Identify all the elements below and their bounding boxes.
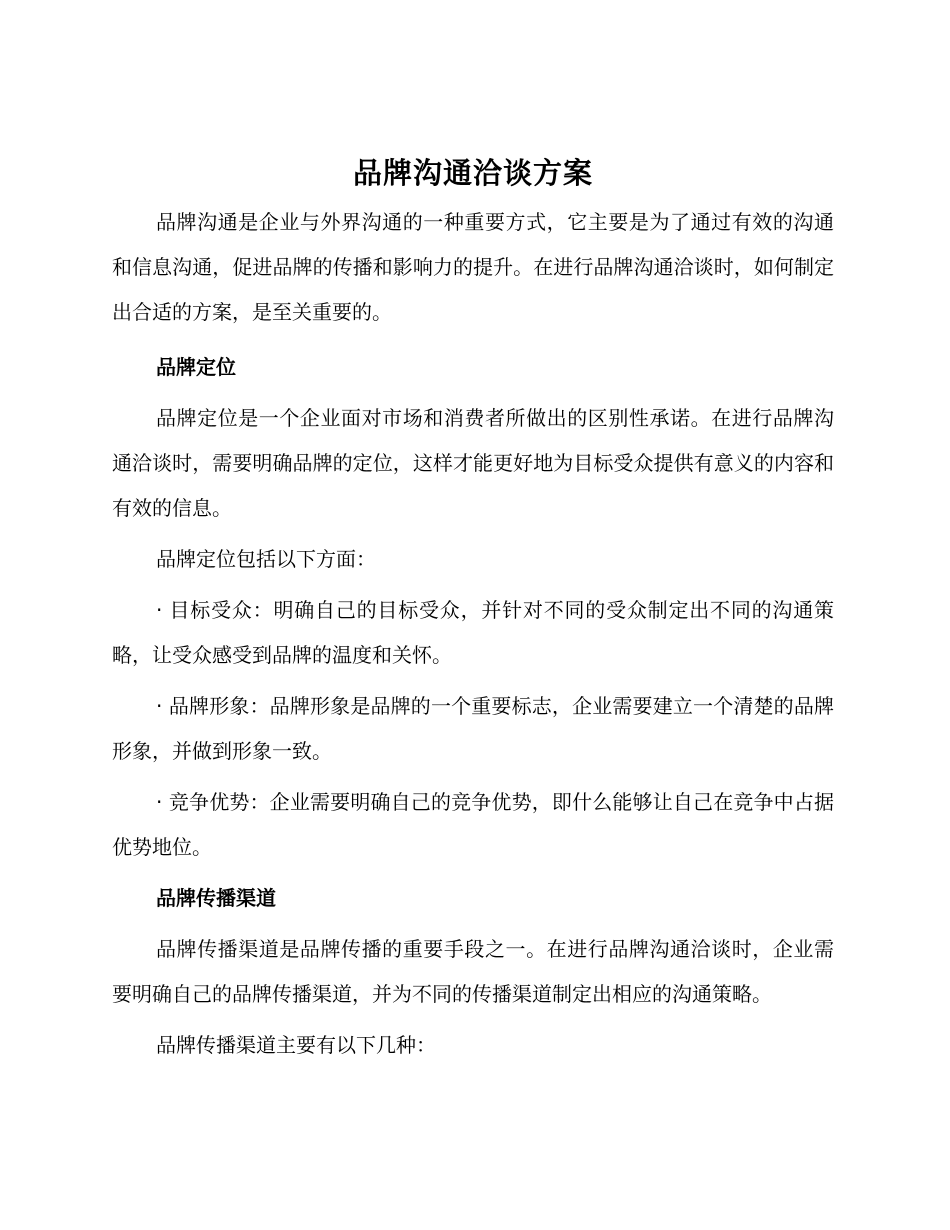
intro-paragraph: 品牌沟通是企业与外界沟通的一种重要方式，它主要是为了通过有效的沟通和信息沟通，促进品牌的传播和影响力的提升。在进行品牌沟通洽谈时，如何制定出合适的方案，是至关重要的。	[112, 210, 834, 324]
brand-positioning-list-intro: 品牌定位包括以下方面：	[156, 547, 376, 571]
brand-channels-list-intro: 品牌传播渠道主要有以下几种：	[156, 1033, 436, 1057]
brand-channels-paragraph: 品牌传播渠道是品牌传播的重要手段之一。在进行品牌沟通洽谈时，企业需要明确自己的品牌传播渠道，并为不同的传播渠道制定出相应的沟通策略。	[112, 937, 834, 1006]
list-item-brand-image: · 品牌形象：品牌形象是品牌的一个重要标志，企业需要建立一个清楚的品牌形象，并做到形象一致。	[112, 694, 834, 763]
document-title: 品牌沟通洽谈方案	[352, 156, 593, 190]
brand-positioning-paragraph: 品牌定位是一个企业面对市场和消费者所做出的区别性承诺。在进行品牌沟通洽谈时，需要明确品牌的定位，这样才能更好地为目标受众提供有意义的内容和有效的信息。	[112, 406, 834, 520]
section-heading-brand-channels: 品牌传播渠道	[156, 886, 276, 910]
section-heading-brand-positioning: 品牌定位	[156, 355, 236, 379]
document-body	[112, 148, 834, 1068]
list-item-competitive-advantage: · 竞争优势：企业需要明确自己的竞争优势，即什么能够让自己在竞争中占据优势地位。	[112, 790, 834, 859]
list-item-target-audience: · 目标受众：明确自己的目标受众，并针对不同的受众制定出不同的沟通策略，让受众感受到品牌的温度和关怀。	[112, 598, 834, 667]
